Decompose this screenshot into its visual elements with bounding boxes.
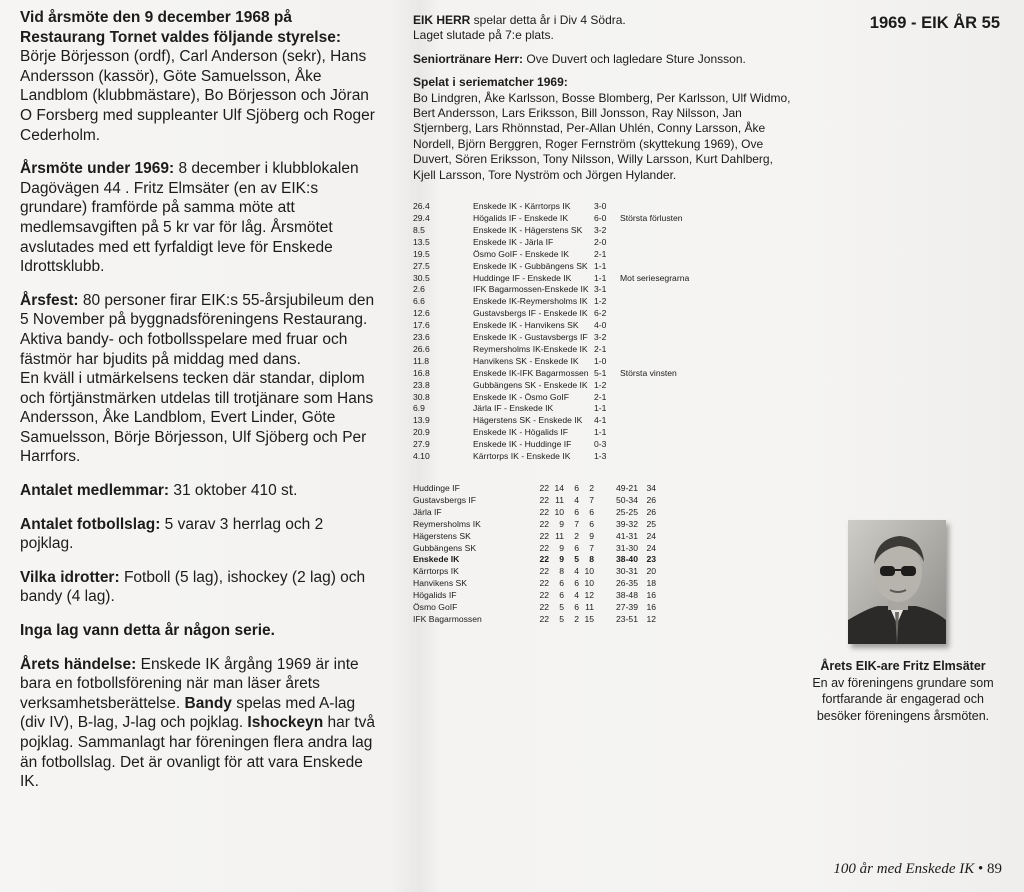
- standings-goals: 49-21: [616, 483, 638, 493]
- league-table: [413, 483, 793, 626]
- standings-played: 22: [539, 566, 549, 577]
- match-date: 8.5: [413, 224, 425, 235]
- ice-hockey-text: har två pojklag. Sammanlagt har föreningen flera andra lag än fotbollslag. Det är ovanligt för att vara Enskede IK.: [20, 714, 375, 791]
- standings-draws: 2: [574, 530, 579, 541]
- standings-team: Gustavsbergs IF: [413, 494, 477, 505]
- standings-goals: 26-35: [616, 578, 638, 589]
- match-date: 6.9: [413, 403, 425, 414]
- standings-played: 22: [539, 542, 549, 553]
- standings-wins: 9: [559, 518, 564, 529]
- team-info: [413, 13, 793, 44]
- match-teams: Gubbängens SK - Enskede IK: [473, 379, 588, 390]
- match-date: 27.5: [413, 260, 430, 271]
- standings-team: Hanvikens SK: [413, 578, 467, 589]
- event-text: Enskede IK årgång 1969 är inte bara en fotbollsförening när man läser årets verksamhetsberättelse.: [20, 655, 359, 712]
- standings-row: [413, 531, 793, 543]
- football-teams-paragraph: [20, 515, 380, 554]
- sports-text: Fotboll (5 lag), ishockey (2 lag) och bandy (4 lag).: [20, 568, 366, 606]
- match-row: [413, 332, 793, 344]
- caption-text: En av föreningens grundare som fortfarande är engagerad och besöker föreningens årsmöten.: [812, 675, 994, 723]
- standings-points: 16: [646, 602, 656, 613]
- book-title: 100 år med Enskede IK: [833, 861, 975, 877]
- match-teams: Enskede IK-IFK Bagarmossen: [473, 367, 589, 378]
- board-paragraph: [20, 8, 380, 145]
- standings-row: [413, 483, 793, 495]
- standings-wins: 6: [559, 578, 564, 589]
- match-date: 29.4: [413, 212, 430, 223]
- standings-goals: 31-30: [616, 542, 638, 553]
- board-heading: Vid årsmöte den 9 december 1968 på Restaurang Tornet valdes följande styrelse:: [20, 9, 342, 46]
- standings-wins: 5: [559, 613, 564, 624]
- page-number: 89: [987, 861, 1002, 877]
- match-teams: IFK Bagarmossen-Enskede IK: [473, 284, 589, 295]
- match-date: 27.9: [413, 439, 430, 450]
- standings-team: Reymersholms IK: [413, 518, 481, 529]
- match-date: 13.5: [413, 236, 430, 247]
- members-paragraph: [20, 481, 380, 501]
- standings-points: 12: [646, 613, 656, 624]
- squad-heading: Spelat i seriematcher 1969:: [413, 75, 568, 90]
- match-row: [413, 308, 793, 320]
- match-date: 16.8: [413, 367, 430, 378]
- match-score: 0-3: [594, 439, 607, 450]
- standings-played: 22: [539, 554, 549, 565]
- caption-title: Årets EIK-are Fritz Elmsäter: [820, 659, 986, 673]
- match-teams: Enskede IK - Järla IF: [473, 236, 554, 247]
- match-teams: Hägerstens SK - Enskede IK: [473, 415, 583, 426]
- squad-info: [413, 75, 793, 183]
- match-row: [413, 201, 793, 213]
- match-score: 5-1: [594, 367, 607, 378]
- standings-row: [413, 602, 793, 614]
- bandy-label: Bandy: [180, 694, 232, 712]
- standings-draws: 6: [574, 578, 579, 589]
- match-teams: Kärrtorps IK - Enskede IK: [473, 451, 571, 462]
- match-date: 19.5: [413, 248, 430, 259]
- match-note: Största vinsten: [620, 367, 677, 378]
- team-placing: Laget slutade på 7:e plats.: [413, 28, 554, 43]
- match-row: [413, 427, 793, 439]
- match-date: 26.4: [413, 201, 430, 212]
- match-date: 23.6: [413, 332, 430, 343]
- match-score: 1-0: [594, 355, 607, 366]
- standings-row: [413, 566, 793, 578]
- party-heading: Årsfest:: [20, 291, 79, 309]
- party-text-2: En kväll i utmärkelsens tecken där standar, diplom och förtjänstmärken utdelas till trotjänare som Hans Andersson, Åke Landblom, Evert Linder, Göte Samuelsson, Börje Börjesson, Ulf Sjöberg och Per Harrfors.: [20, 370, 374, 466]
- standings-losses: 11: [585, 602, 594, 613]
- standings-losses: 12: [584, 590, 594, 601]
- match-teams: Enskede IK - Kärrtorps IK: [473, 201, 571, 212]
- standings-played: 22: [539, 613, 549, 624]
- standings-team: Hägerstens SK: [413, 530, 471, 541]
- standings-wins: 6: [559, 590, 564, 601]
- match-score: 1-3: [594, 451, 607, 462]
- standings-row: [413, 543, 793, 555]
- match-row: [413, 273, 793, 285]
- match-score: 3-1: [594, 284, 607, 295]
- match-row: [413, 261, 793, 273]
- match-score: 1-1: [594, 427, 607, 438]
- sports-paragraph: [20, 568, 380, 607]
- bandy-text: spelas med A-lag (div IV), B-lag, J-lag och pojklag.: [20, 694, 356, 732]
- portrait-photo: [848, 520, 946, 644]
- match-teams: Hanvikens SK - Enskede IK: [473, 355, 579, 366]
- standings-wins: 9: [559, 542, 564, 553]
- party-paragraph: [20, 291, 380, 467]
- match-score: 1-2: [594, 296, 607, 307]
- standings-points: 26: [646, 506, 656, 517]
- match-date: 30.8: [413, 391, 430, 402]
- standings-team: Högalids IF: [413, 590, 457, 601]
- match-score: 2-0: [594, 236, 607, 247]
- team-division: spelar detta år i Div 4 Södra.: [470, 13, 626, 27]
- match-teams: Enskede IK - Gustavsbergs IF: [473, 332, 588, 343]
- standings-team: Enskede IK: [413, 554, 460, 565]
- standings-losses: 7: [589, 494, 594, 505]
- event-heading: Årets händelse:: [20, 655, 137, 673]
- match-row: [413, 356, 793, 368]
- standings-wins: 10: [554, 506, 564, 517]
- standings-draws: 5: [574, 554, 579, 565]
- standings-points: 25: [646, 518, 656, 529]
- match-score: 3-2: [594, 332, 607, 343]
- standings-losses: 10: [584, 578, 594, 589]
- standings-points: 23: [646, 554, 656, 565]
- standings-points: 16: [646, 590, 656, 601]
- match-row: [413, 237, 793, 249]
- match-score: 1-1: [594, 272, 607, 283]
- members-heading: Antalet medlemmar:: [20, 482, 170, 500]
- standings-draws: 7: [574, 518, 579, 529]
- standings-losses: 9: [589, 530, 594, 541]
- squad-list: Bo Lindgren, Åke Karlsson, Bosse Blomberg, Per Karlsson, Ulf Widmo, Bert Andersson, Lars Eriksson, Bill Jonsson, Ray Nilsson, Jan Stjernberg, Lars Rhönnstad, Per-Allan Uhlén, Conny Larsson, Åke Nordell, Björn Berggren, Roger Fernström (skyttekung 1969), Ove Duvert, Sören Eriksson, Tony Nilsson, Willy Larsson, Kurt Dahlberg, Kjell Larsson, Tore Nyström och Jörgen Hylander.: [413, 90, 791, 182]
- match-row: [413, 451, 793, 463]
- standings-played: 22: [539, 590, 549, 601]
- football-teams-heading: Antalet fotbollslag:: [20, 515, 161, 533]
- standings-goals: 41-31: [616, 530, 638, 541]
- match-score: 1-2: [594, 379, 607, 390]
- standings-team: IFK Bagarmossen: [413, 613, 482, 624]
- match-teams: Ösmo GoIF - Enskede IK: [473, 248, 569, 259]
- standings-row: [413, 495, 793, 507]
- standings-wins: 5: [559, 602, 564, 613]
- coach-heading: Seniortränare Herr:: [413, 51, 524, 66]
- match-row: [413, 225, 793, 237]
- match-teams: Reymersholms IK-Enskede IK: [473, 343, 588, 354]
- match-row: [413, 415, 793, 427]
- match-teams: Enskede IK - Ösmo GoIF: [473, 391, 569, 402]
- standings-wins: 9: [559, 554, 564, 565]
- standings-goals: 30-31: [616, 566, 638, 577]
- match-teams: Högalids IF - Enskede IK: [473, 212, 569, 223]
- standings-losses: 6: [589, 506, 594, 517]
- standings-losses: 8: [589, 554, 594, 565]
- standings-points: 34: [646, 483, 656, 493]
- match-date: 26.6: [413, 343, 430, 354]
- standings-goals: 38-48: [616, 590, 638, 601]
- match-results-list: [413, 201, 793, 463]
- match-date: 2.6: [413, 284, 425, 295]
- match-teams: Enskede IK-Reymersholms IK: [473, 296, 588, 307]
- page-year-title: 1969 - EIK ÅR 55: [869, 14, 1000, 32]
- ice-hockey-label: Ishockeyn: [243, 714, 324, 732]
- standings-wins: 14: [554, 483, 564, 493]
- match-score: 6-0: [594, 212, 607, 223]
- standings-team: Ösmo GoIF: [413, 602, 458, 613]
- football-teams-text: 5 varav 3 herrlag och 2 pojklag.: [20, 515, 324, 553]
- standings-team: Gubbängens SK: [413, 542, 477, 553]
- sports-heading: Vilka idrotter:: [20, 568, 120, 586]
- standings-played: 22: [539, 530, 549, 541]
- match-row: [413, 296, 793, 308]
- standings-draws: 6: [574, 506, 579, 517]
- annual-meeting-heading: Årsmöte under 1969:: [20, 160, 175, 178]
- standings-wins: 11: [555, 530, 564, 541]
- standings-wins: 11: [555, 494, 564, 505]
- match-row: [413, 403, 793, 415]
- standings-played: 22: [539, 518, 549, 529]
- match-date: 23.8: [413, 379, 430, 390]
- photo-caption: [806, 658, 1000, 724]
- standings-losses: 7: [589, 542, 594, 553]
- coach-text: Ove Duvert och lagledare Sture Jonsson.: [523, 51, 746, 66]
- match-score: 1-1: [594, 260, 607, 271]
- middle-column: [413, 13, 793, 626]
- match-date: 30.5: [413, 272, 430, 283]
- match-date: 17.6: [413, 320, 430, 331]
- match-row: [413, 249, 793, 261]
- standings-wins: 8: [559, 566, 564, 577]
- standings-losses: 15: [584, 613, 594, 624]
- standings-row: [413, 590, 793, 602]
- standings-losses: 2: [589, 483, 594, 493]
- match-teams: Enskede IK - Huddinge IF: [473, 439, 572, 450]
- standings-points: 18: [646, 578, 656, 589]
- standings-row: [413, 578, 793, 590]
- match-row: [413, 439, 793, 451]
- standings-played: 22: [539, 578, 549, 589]
- standings-points: 24: [646, 530, 656, 541]
- match-teams: Enskede IK - Högalids IF: [473, 427, 569, 438]
- standings-row: [413, 507, 793, 519]
- standings-goals: 27-39: [616, 602, 638, 613]
- standings-team: Järla IF: [413, 506, 442, 517]
- match-teams: Enskede IK - Gubbängens SK: [473, 260, 588, 271]
- portrait-image: [848, 520, 946, 644]
- team-name: EIK HERR: [413, 13, 471, 27]
- party-text: 80 personer firar EIK:s 55-årsjubileum den 5 November på byggnadsföreningens Restaurang. Aktiva bandy- och fotbollsspelare med fruar och fästmör har bjudits på middag med dans.: [20, 291, 375, 368]
- match-score: 2-1: [594, 391, 607, 402]
- match-score: 6-2: [594, 308, 607, 319]
- match-teams: Enskede IK - Hägerstens SK: [473, 224, 583, 235]
- standings-points: 20: [646, 566, 656, 577]
- standings-team: Huddinge IF: [413, 483, 460, 493]
- match-score: 4-1: [594, 415, 607, 426]
- match-date: 11.8: [413, 355, 430, 366]
- annual-meeting-text: 8 december i klubblokalen Dagövägen 44 . Fritz Elmsäter (en av EIK:s grundare) framförde på samma möte att medlemsavgiften på 5 kr var för låg. Årsmötet avslutades med ett fyrfaldigt leve för Enskede Idrottsklubb.: [20, 160, 359, 276]
- standings-draws: 2: [574, 613, 579, 624]
- standings-draws: 4: [574, 590, 579, 601]
- match-date: 6.6: [413, 296, 425, 307]
- match-row: [413, 380, 793, 392]
- match-note: Största förlusten: [620, 212, 683, 223]
- board-text: Börje Börjesson (ordf), Carl Anderson (sekr), Hans Andersson (kassör), Göte Samuelsson, Åke Landblom (klubbmästare), Bo Börjesson och Jöran O Forsberg med suppleanter Ulf Sjöberg och Roger Cederholm.: [20, 48, 375, 144]
- match-teams: Järla IF - Enskede IK: [473, 403, 554, 414]
- standings-draws: 6: [574, 483, 579, 493]
- match-date: 12.6: [413, 308, 430, 319]
- standings-draws: 6: [574, 602, 579, 613]
- standings-played: 22: [539, 494, 549, 505]
- standings-row: [413, 519, 793, 531]
- footer-separator: •: [974, 861, 987, 877]
- standings-goals: 39-32: [616, 518, 638, 529]
- standings-draws: 4: [574, 494, 579, 505]
- standings-losses: 10: [584, 566, 594, 577]
- standings-draws: 4: [574, 566, 579, 577]
- match-score: 2-1: [594, 248, 607, 259]
- match-row: [413, 368, 793, 380]
- match-row: [413, 320, 793, 332]
- match-note: Mot seriesegrarna: [620, 272, 690, 283]
- standings-goals: 23-51: [616, 613, 638, 624]
- standings-played: 22: [539, 602, 549, 613]
- match-row: [413, 392, 793, 404]
- annual-meeting-paragraph: [20, 159, 380, 277]
- standings-row: [413, 554, 793, 566]
- page-footer: [833, 861, 1002, 878]
- match-score: 2-1: [594, 343, 607, 354]
- standings-losses: 6: [589, 518, 594, 529]
- match-date: 13.9: [413, 415, 430, 426]
- standings-row: [413, 614, 793, 626]
- no-titles-heading: Inga lag vann detta år någon serie.: [20, 622, 275, 640]
- standings-goals: 38-40: [616, 554, 638, 565]
- match-score: 4-0: [594, 320, 607, 331]
- match-teams: Huddinge IF - Enskede IK: [473, 272, 572, 283]
- coach-info: [413, 52, 793, 67]
- standings-played: 22: [539, 506, 549, 517]
- match-score: 1-1: [594, 403, 607, 414]
- match-teams: Gustavsbergs IF - Enskede IK: [473, 308, 588, 319]
- match-date: 20.9: [413, 427, 430, 438]
- standings-points: 26: [646, 494, 656, 505]
- standings-points: 24: [646, 542, 656, 553]
- match-row: [413, 284, 793, 296]
- match-row: [413, 344, 793, 356]
- match-teams: Enskede IK - Hanvikens SK: [473, 320, 579, 331]
- standings-team: Kärrtorps IK: [413, 566, 459, 577]
- members-text: 31 oktober 410 st.: [169, 482, 298, 500]
- standings-draws: 6: [574, 542, 579, 553]
- standings-goals: 25-25: [616, 506, 638, 517]
- event-paragraph: [20, 655, 380, 792]
- match-score: 3-2: [594, 224, 607, 235]
- match-score: 3-0: [594, 201, 607, 212]
- no-titles-paragraph: [20, 621, 380, 641]
- standings-goals: 50-34: [616, 494, 638, 505]
- match-row: [413, 213, 793, 225]
- standings-played: 22: [539, 483, 549, 493]
- match-date: 4.10: [413, 451, 430, 462]
- left-column: [20, 8, 380, 806]
